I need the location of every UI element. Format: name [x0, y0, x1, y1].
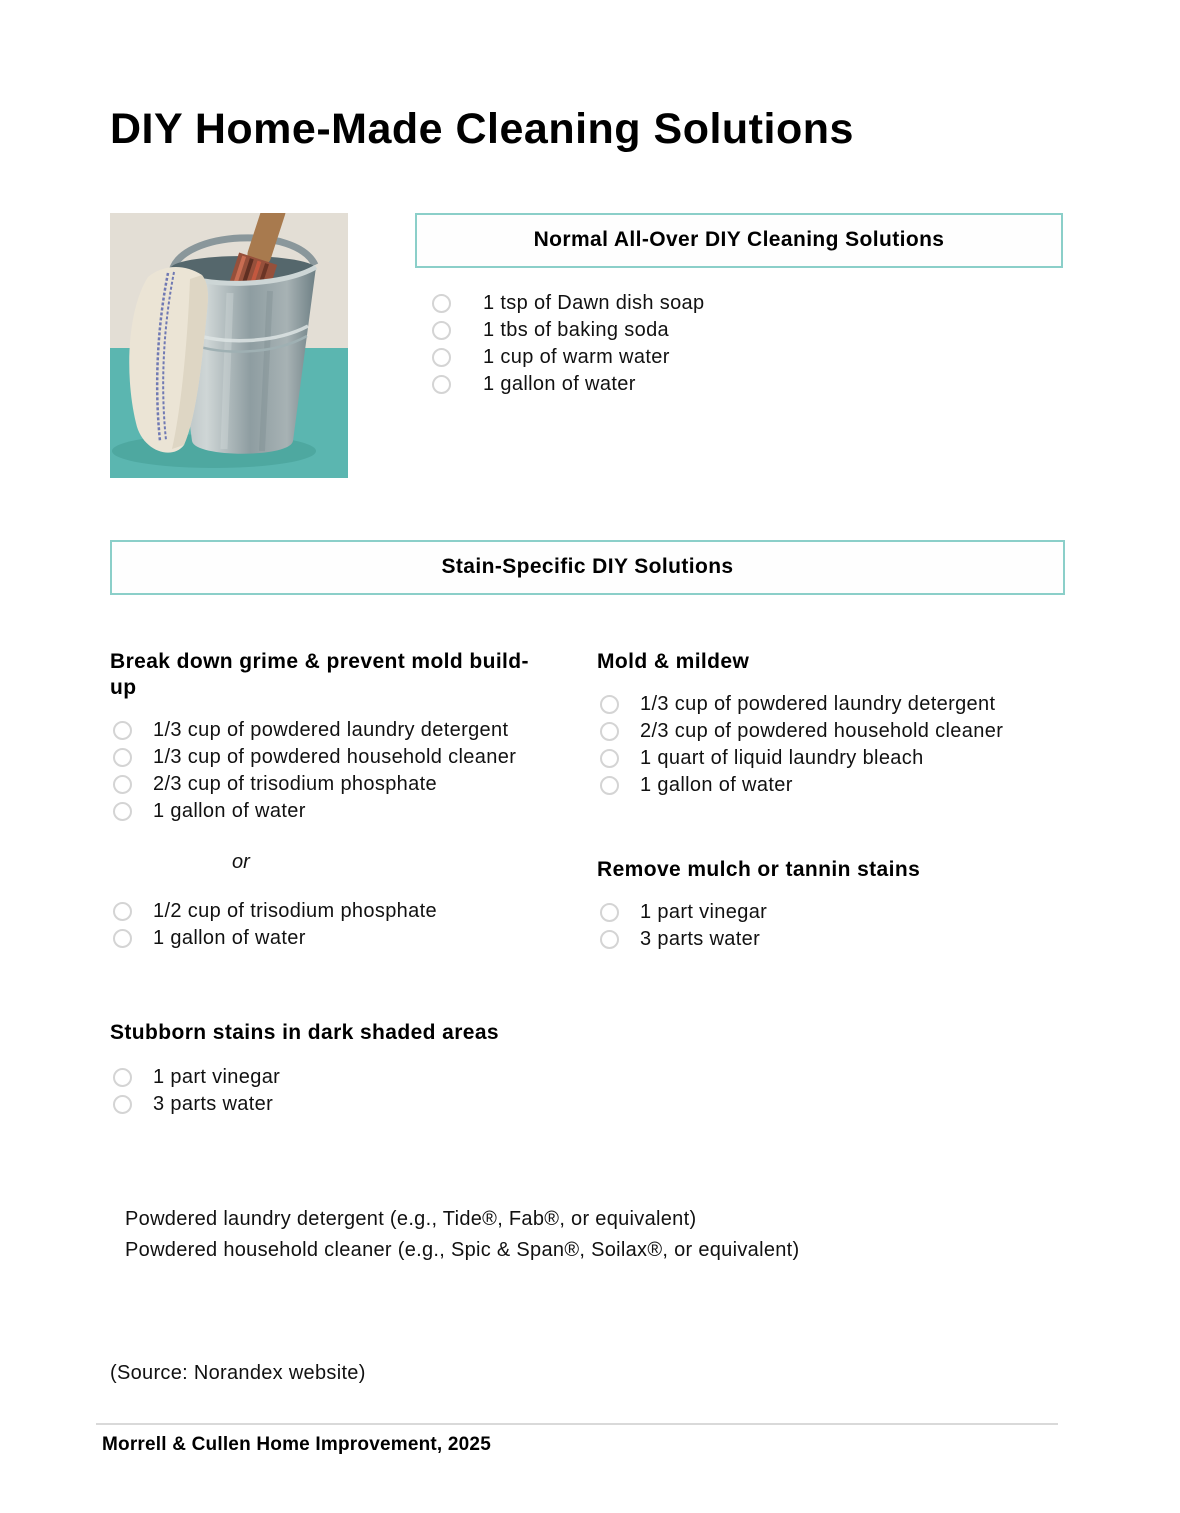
grime-section-title: Break down grime & prevent mold build-up — [110, 650, 529, 700]
list-item-text: 1 quart of liquid laundry bleach — [640, 747, 924, 770]
list-item — [113, 798, 597, 825]
list-item-text: 2/3 cup of trisodium phosphate — [153, 773, 438, 796]
list-item-text: 1 gallon of water — [153, 927, 306, 950]
stubborn-list — [110, 1064, 597, 1118]
list-item — [600, 691, 1065, 718]
list-item — [113, 744, 597, 771]
grime-alt-list — [110, 898, 597, 952]
list-item-text: 1/3 cup of powdered laundry detergent — [640, 693, 996, 716]
normal-solutions-header: Normal All-Over DIY Cleaning Solutions — [415, 213, 1063, 268]
footer-company-line: Morrell & Cullen Home Improvement, 2025 — [102, 1434, 491, 1456]
list-item — [432, 344, 1063, 371]
list-item — [600, 718, 1065, 745]
list-item — [600, 772, 1065, 799]
circle-bullet-icon — [113, 1068, 132, 1087]
note-line: Powdered household cleaner (e.g., Spic & Span®, Soilax®, or equivalent) — [125, 1239, 800, 1262]
circle-bullet-icon — [600, 776, 619, 795]
list-item-text: 1 gallon of water — [483, 373, 636, 396]
list-item-text: 1 gallon of water — [640, 774, 793, 797]
circle-bullet-icon — [432, 375, 451, 394]
list-item — [113, 898, 597, 925]
footer-divider — [96, 1423, 1058, 1425]
list-item — [432, 317, 1063, 344]
list-item-text: 1 gallon of water — [153, 800, 306, 823]
list-item — [113, 925, 597, 952]
list-item — [113, 1064, 597, 1091]
source-attribution: (Source: Norandex website) — [110, 1362, 366, 1385]
ingredient-notes — [110, 1204, 1065, 1266]
circle-bullet-icon — [600, 749, 619, 768]
circle-bullet-icon — [113, 721, 132, 740]
stubborn-section-title: Stubborn stains in dark shaded areas — [110, 1021, 500, 1045]
list-item — [600, 745, 1065, 772]
normal-solutions-block — [415, 213, 1063, 478]
list-item-text: 1 tsp of Dawn dish soap — [483, 292, 705, 315]
list-item — [113, 1091, 597, 1118]
mold-section-title: Mold & mildew — [597, 650, 750, 674]
circle-bullet-icon — [432, 348, 451, 367]
bucket-illustration — [110, 213, 348, 478]
list-item-text: 1 tbs of baking soda — [483, 319, 670, 342]
or-separator: or — [232, 851, 250, 874]
list-item — [600, 899, 1065, 926]
circle-bullet-icon — [113, 775, 132, 794]
left-column — [110, 649, 597, 1118]
circle-bullet-icon — [600, 903, 619, 922]
circle-bullet-icon — [600, 722, 619, 741]
list-item — [113, 771, 597, 798]
page-title: DIY Home-Made Cleaning Solutions — [110, 105, 854, 153]
right-column — [597, 649, 1065, 1118]
list-item-text: 1/3 cup of powdered laundry detergent — [153, 719, 509, 742]
mulch-list — [597, 899, 1065, 953]
circle-bullet-icon — [600, 930, 619, 949]
list-item — [113, 717, 597, 744]
circle-bullet-icon — [600, 695, 619, 714]
list-item-text: 1/2 cup of trisodium phosphate — [153, 900, 438, 923]
circle-bullet-icon — [113, 929, 132, 948]
mold-list — [597, 691, 1065, 799]
cleaning-bucket-photo — [110, 213, 348, 478]
circle-bullet-icon — [432, 294, 451, 313]
circle-bullet-icon — [113, 802, 132, 821]
circle-bullet-icon — [113, 748, 132, 767]
list-item-text: 1/3 cup of powdered household cleaner — [153, 746, 517, 769]
stain-specific-header: Stain-Specific DIY Solutions — [110, 540, 1065, 595]
list-item-text: 1 part vinegar — [153, 1066, 281, 1089]
list-item-text: 3 parts water — [153, 1093, 274, 1116]
list-item — [600, 926, 1065, 953]
circle-bullet-icon — [432, 321, 451, 340]
top-section — [110, 213, 1065, 478]
stain-columns — [110, 649, 1065, 1118]
list-item-text: 3 parts water — [640, 928, 761, 951]
list-item-text: 2/3 cup of powdered household cleaner — [640, 720, 1004, 743]
mulch-section-title: Remove mulch or tannin stains — [597, 858, 921, 882]
circle-bullet-icon — [113, 902, 132, 921]
list-item — [432, 290, 1063, 317]
list-item-text: 1 part vinegar — [640, 901, 768, 924]
grime-list — [110, 717, 597, 825]
normal-solutions-list — [415, 290, 1063, 398]
list-item-text: 1 cup of warm water — [483, 346, 670, 369]
list-item — [432, 371, 1063, 398]
circle-bullet-icon — [113, 1095, 132, 1114]
note-line: Powdered laundry detergent (e.g., Tide®, Fab®, or equivalent) — [125, 1208, 697, 1231]
